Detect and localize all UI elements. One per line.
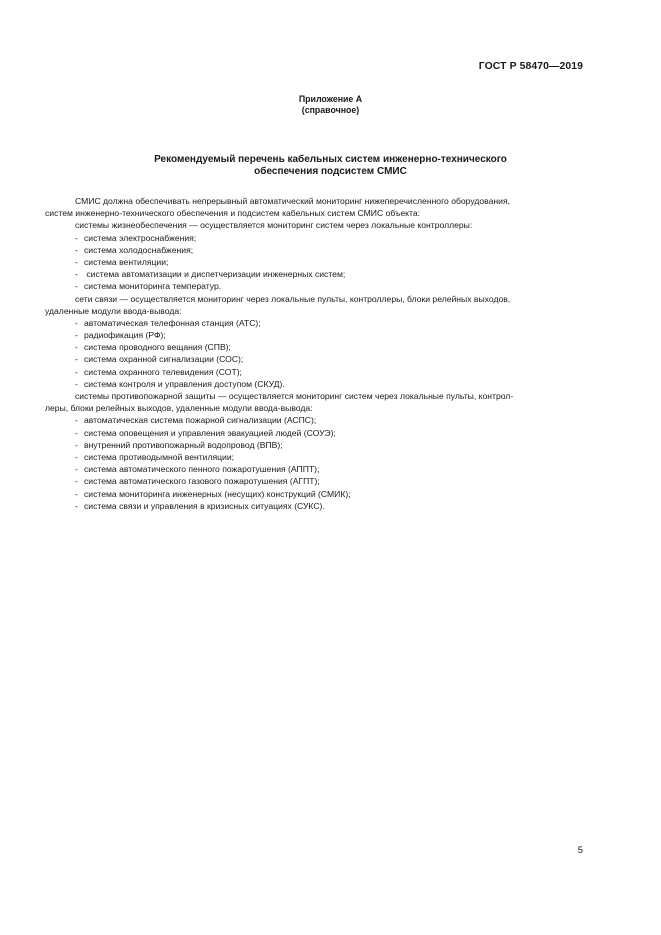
standard-code: ГОСТ Р 58470—2019: [478, 61, 583, 72]
communication-list: [45, 317, 586, 390]
dash-marker: -: [75, 232, 78, 243]
list-item: - система автоматического пенного пожаротушения (АППТ);: [75, 464, 320, 475]
list-item: - система оповещения и управления эвакуацией людей (СОУЭ);: [75, 427, 336, 438]
dash-marker: -: [75, 317, 78, 328]
annex-subtitle: (справочное): [301, 105, 360, 115]
dash-marker: -: [75, 476, 78, 487]
dash-marker: -: [75, 342, 78, 353]
document-body: [45, 195, 586, 512]
dash-marker: -: [75, 269, 78, 280]
list-item: - система автоматизации и диспетчеризации инженерных систем;: [75, 269, 346, 280]
dash-marker: -: [75, 366, 78, 377]
list-item: - радиофикация (РФ);: [75, 330, 166, 341]
list-item: - система охранного телевидения (СОТ);: [75, 366, 242, 377]
dash-marker: -: [75, 378, 78, 389]
list-item: - система контроля и управления доступом (СКУД).: [75, 378, 285, 389]
list-item: - система связи и управления в кризисных ситуациях (СУКС).: [75, 500, 325, 511]
dash-marker: -: [75, 451, 78, 462]
section-heading-line-1: Рекомендуемый перечень кабельных систем инженерно-технического: [154, 154, 507, 165]
intro-line-2: систем инженерно-технического обеспечения и подсистем кабельных систем СМИС объекта:: [45, 208, 421, 219]
dash-marker: -: [75, 330, 78, 341]
page-number: 5: [577, 844, 583, 855]
dash-marker: -: [75, 488, 78, 499]
list-item: - система проводного вещания (СПВ);: [75, 342, 231, 353]
dash-marker: -: [75, 415, 78, 426]
list-item: - система электроснабжения;: [75, 232, 197, 243]
list-item: - система мониторинга температур.: [75, 281, 222, 292]
list-item: - автоматическая телефонная станция (АТС);: [75, 317, 261, 328]
communication-lead-1: сети связи — осуществляется мониторинг через локальные пульты, контроллеры, блоки релейных выходов,: [75, 293, 511, 304]
fire-protection-lead-1: системы противопожарной защиты — осуществляется мониторинг систем через локальные пульты, контрол-: [75, 391, 514, 401]
list-item: - автоматическая система пожарной сигнализации (АСПС);: [75, 415, 317, 426]
list-item: - система автоматического газового пожаротушения (АГПТ);: [75, 476, 320, 487]
communication-lead-2: удаленные модули ввода-вывода:: [45, 305, 182, 316]
dash-marker: -: [75, 464, 78, 475]
dash-marker: -: [75, 354, 78, 365]
list-item: - система вентиляции;: [75, 256, 169, 267]
fire-protection-list: [45, 414, 586, 512]
list-item: - система мониторинга инженерных (несущих) конструкций (СМИК);: [75, 488, 351, 499]
dash-marker: -: [75, 500, 78, 511]
list-item: - система холодоснабжения;: [75, 244, 194, 255]
section-heading-line-2: обеспечения подсистем СМИС: [254, 166, 407, 177]
list-item: - внутренний противопожарный водопровод (ВПВ);: [75, 439, 283, 450]
dash-marker: -: [75, 427, 78, 438]
annex-title: Приложение А: [298, 94, 363, 104]
dash-marker: -: [75, 439, 78, 450]
fire-protection-lead-2: леры, блоки релейных выходов, удаленные модули ввода-вывода:: [45, 403, 313, 414]
dash-marker: -: [75, 244, 78, 255]
list-item: - система противодымной вентиляции;: [75, 451, 235, 462]
life-support-list: [45, 232, 586, 293]
intro-line-1: СМИС должна обеспечивать непрерывный автоматический мониторинг нижеперечисленного оборудования,: [75, 196, 511, 206]
dash-marker: -: [75, 256, 78, 267]
dash-marker: -: [75, 281, 78, 292]
list-item: - система охранной сигнализации (СОС);: [75, 354, 244, 365]
life-support-lead: системы жизнеобеспечения — осуществляется мониторинг систем через локальные контроллеры:: [75, 220, 473, 231]
